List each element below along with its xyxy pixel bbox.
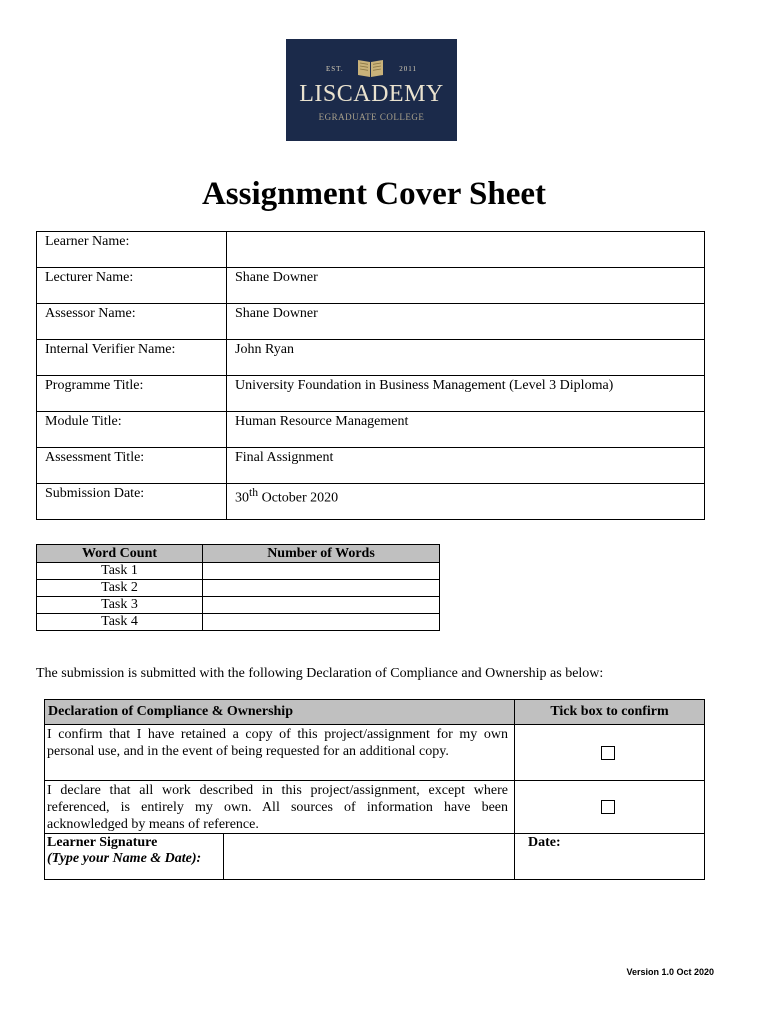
table-row bbox=[37, 376, 705, 412]
signature-field[interactable] bbox=[224, 834, 515, 880]
signature-row bbox=[45, 834, 705, 880]
submission-date-label: Submission Date: bbox=[37, 484, 227, 520]
assessor-name-label: Assessor Name: bbox=[37, 304, 227, 340]
table-row bbox=[37, 580, 440, 597]
task-word-count-field[interactable] bbox=[203, 614, 440, 631]
task-label: Task 1 bbox=[37, 563, 203, 580]
document-title: Assignment Cover Sheet bbox=[201, 176, 547, 212]
table-row bbox=[37, 563, 440, 580]
module-title-label: Module Title: bbox=[37, 412, 227, 448]
details-table bbox=[36, 231, 705, 520]
table-row bbox=[37, 484, 705, 520]
internal-verifier-value: John Ryan bbox=[227, 340, 705, 376]
submission-day: 30 bbox=[235, 490, 249, 506]
submission-day-suffix: th bbox=[249, 486, 259, 499]
learner-name-field[interactable] bbox=[227, 232, 705, 268]
module-title-value: Human Resource Management bbox=[227, 412, 705, 448]
signature-label: Learner Signature bbox=[47, 835, 158, 850]
confirm-checkbox[interactable] bbox=[601, 746, 615, 760]
lecturer-name-label: Lecturer Name: bbox=[37, 268, 227, 304]
signature-hint: (Type your Name & Date): bbox=[47, 851, 202, 866]
programme-title-label: Programme Title: bbox=[37, 376, 227, 412]
logo-name: LISCADEMY bbox=[299, 81, 444, 107]
confirm-checkbox[interactable] bbox=[601, 800, 615, 814]
word-count-header: Word Count bbox=[37, 545, 203, 563]
declaration-statement: I confirm that I have retained a copy of this project/assignment for my own personal use, and in the event of being requested for an additional copy. bbox=[45, 725, 515, 781]
task-label: Task 4 bbox=[37, 614, 203, 631]
assessment-title-label: Assessment Title: bbox=[37, 448, 227, 484]
college-logo bbox=[286, 39, 457, 141]
logo-subtitle: EGRADUATE COLLEGE bbox=[318, 112, 425, 122]
declaration-statement: I declare that all work described in this project/assignment, except where referenced, is entirely my own. All sources of information have been acknowledged by means of reference. bbox=[45, 781, 515, 834]
version-footer: Version 1.0 Oct 2020 bbox=[626, 967, 714, 977]
table-row bbox=[37, 412, 705, 448]
task-label: Task 3 bbox=[37, 597, 203, 614]
table-row bbox=[37, 614, 440, 631]
table-row bbox=[37, 232, 705, 268]
number-of-words-header: Number of Words bbox=[203, 545, 440, 563]
date-field[interactable] bbox=[515, 834, 705, 880]
logo-year-text: 2011 bbox=[399, 65, 417, 73]
task-label: Task 2 bbox=[37, 580, 203, 597]
task-word-count-field[interactable] bbox=[203, 563, 440, 580]
confirm-cell bbox=[515, 781, 705, 834]
assessor-name-value: Shane Downer bbox=[227, 304, 705, 340]
signature-label-cell bbox=[45, 834, 224, 880]
word-count-table bbox=[36, 544, 440, 631]
submission-month-year: October 2020 bbox=[258, 490, 339, 506]
lecturer-name-value: Shane Downer bbox=[227, 268, 705, 304]
open-book-icon bbox=[357, 57, 384, 79]
confirm-cell bbox=[515, 725, 705, 781]
learner-name-label: Learner Name: bbox=[37, 232, 227, 268]
table-row bbox=[45, 781, 705, 834]
table-row bbox=[45, 725, 705, 781]
submission-date-value bbox=[227, 484, 705, 520]
declaration-header: Declaration of Compliance & Ownership bbox=[45, 700, 515, 725]
table-row bbox=[37, 304, 705, 340]
tick-box-header: Tick box to confirm bbox=[515, 700, 705, 725]
assessment-title-value: Final Assignment bbox=[227, 448, 705, 484]
task-word-count-field[interactable] bbox=[203, 597, 440, 614]
table-row bbox=[37, 268, 705, 304]
table-row bbox=[37, 448, 705, 484]
programme-title-value: University Foundation in Business Management (Level 3 Diploma) bbox=[227, 376, 705, 412]
internal-verifier-label: Internal Verifier Name: bbox=[37, 340, 227, 376]
declaration-intro-text: The submission is submitted with the following Declaration of Compliance and Ownership as below: bbox=[36, 666, 604, 681]
task-word-count-field[interactable] bbox=[203, 580, 440, 597]
table-header-row bbox=[37, 545, 440, 563]
logo-est-text: EST. bbox=[326, 65, 344, 73]
declaration-table bbox=[44, 699, 705, 880]
date-label: Date: bbox=[528, 835, 561, 850]
table-row bbox=[37, 340, 705, 376]
table-header-row bbox=[45, 700, 705, 725]
table-row bbox=[37, 597, 440, 614]
